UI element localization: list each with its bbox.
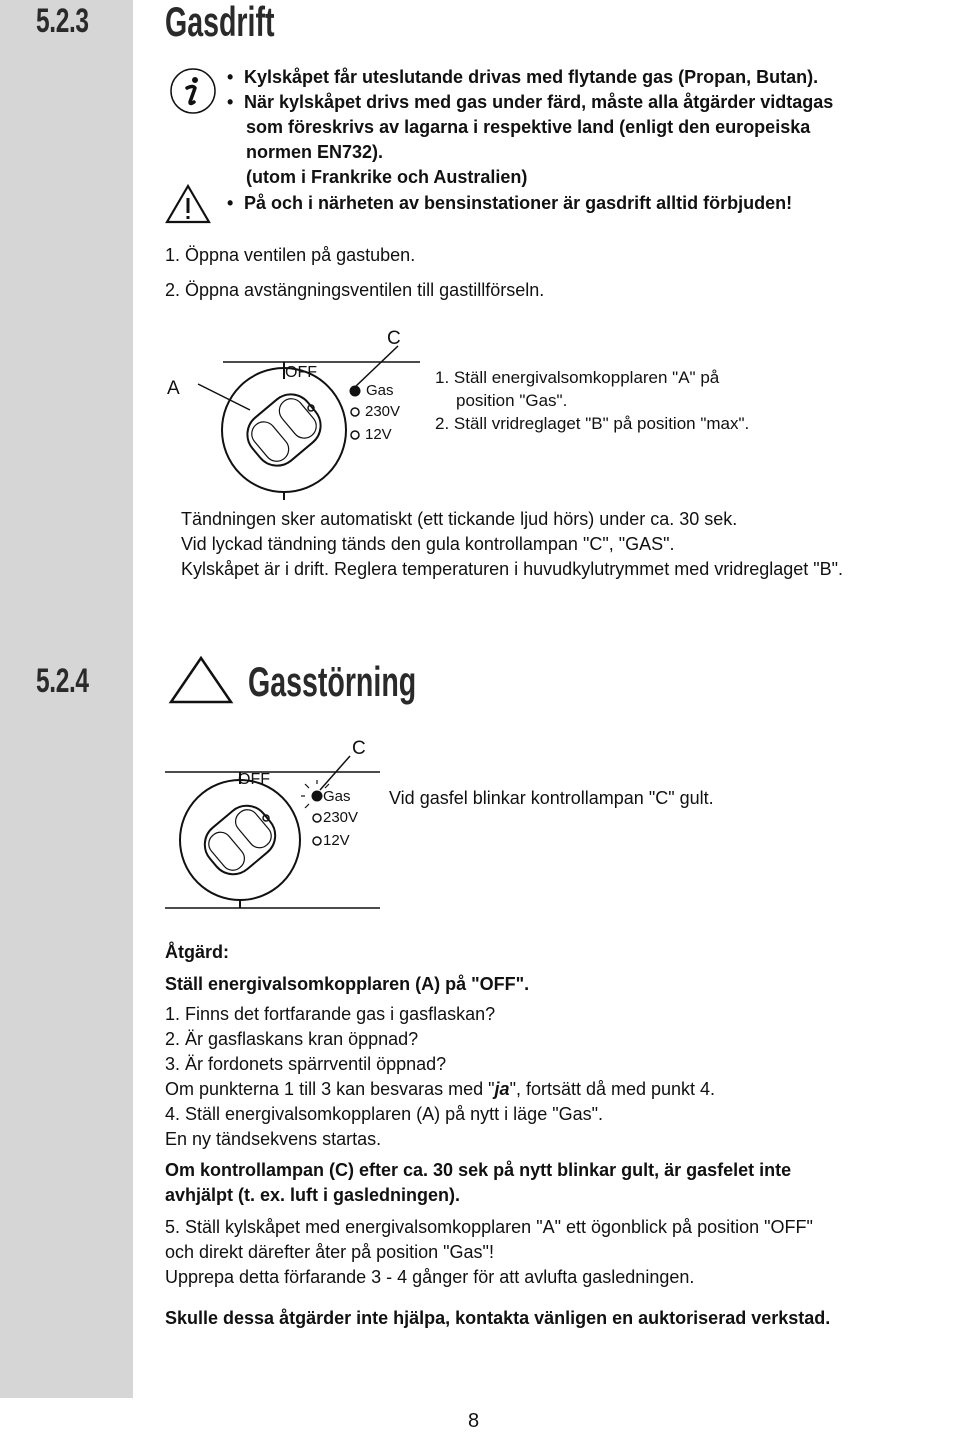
label-c: C [387,328,401,349]
warning-bullet: • På och i närheten av bensinstationer är gasdrift alltid förbjuden! [244,191,792,216]
mode-230v: 230V [365,403,401,420]
body-line: 4. Ställ energivalsomkopplaren (A) på nytt i läge "Gas". [165,1104,603,1124]
switch-diagram-fault [160,740,390,915]
body-line: En ny tändsekvens startas. [165,1129,382,1149]
info-icon [168,66,218,116]
warning-icon [168,655,234,705]
body-line: 5. Ställ kylskåpet med energivalsomkopplaren "A" ett ögonblick på position "OFF" [165,1217,813,1237]
text-fragment: Om punkterna 1 till 3 kan besvaras med " [165,1079,495,1099]
page-number: 8 [468,1410,480,1432]
step-line: 2. Öppna avstängningsventilen till gastillförseln. [165,280,545,300]
info-text-line: normen EN732). [246,142,384,162]
action-heading: Åtgärd: [165,942,229,962]
body-line: 1. Finns det fortfarande gas i gasflaskan? [165,1004,496,1024]
section-number: 5.2.4 [36,662,89,700]
off-label: OFF [285,364,317,381]
step-line: 1. Öppna ventilen på gastuben. [165,245,416,265]
instruction-line: 2. Ställ vridreglaget "B" på position "max". [435,414,750,433]
body-line: Vid lyckad tändning tänds den gula kontrollampan "C", "GAS". [181,534,675,554]
off-label: OFF [238,771,270,788]
section-title: Gasdrift [165,0,275,45]
instruction-line: position "Gas". [456,391,568,410]
mode-gas: Gas [323,788,351,805]
info-bullet: • När kylskåpet drivs med gas under färd, måste alla åtgärder vidtagas [244,90,833,115]
body-line-ja [165,1077,715,1102]
mode-indicators [349,383,363,443]
warning-icon [164,183,212,225]
mode-12v: 12V [323,832,350,849]
label-c: C [352,738,366,759]
body-line: 3. Är fordonets spärrventil öppnad? [165,1054,447,1074]
body-line: Tändningen sker automatiskt (ett tickande ljud hörs) under ca. 30 sek. [181,509,738,529]
body-line: Kylskåpet är i drift. Reglera temperaturen i huvudkylutrymmet med vridreglaget "B". [181,559,844,579]
body-line: och direkt därefter åter på position "Gas"! [165,1242,494,1262]
info-text-line: som föreskrivs av lagarna i respektive land (enligt den europeiska [246,117,811,137]
section-title: Gasstörning [248,658,417,705]
bold-line: avhjälpt (t. ex. luft i gasledningen). [165,1185,461,1205]
section-number: 5.2.3 [36,2,89,40]
figure-caption: Vid gasfel blinkar kontrollampan "C" gult. [389,788,714,808]
text-fragment: ", fortsätt då med punkt 4. [509,1079,716,1099]
action-instruction: Ställ energivalsomkopplaren (A) på "OFF". [165,974,530,994]
mode-230v: 230V [323,809,359,826]
info-text-line: (utom i Frankrike och Australien) [246,167,528,187]
mode-12v: 12V [365,426,392,443]
mode-gas: Gas [366,382,394,399]
bold-line: Om kontrollampan (C) efter ca. 30 sek på nytt blinkar gult, är gasfelet inte [165,1160,792,1180]
label-a: A [167,378,180,399]
emphasis-ja: ja [494,1079,510,1099]
instruction-line: 1. Ställ energivalsomkopplaren "A" på [435,368,720,387]
body-line: 2. Är gasflaskans kran öppnad? [165,1029,419,1049]
info-bullet: • Kylskåpet får uteslutande drivas med flytande gas (Propan, Butan). [244,65,818,90]
final-bold-line: Skulle dessa åtgärder inte hjälpa, kontakta vänligen en auktoriserad verkstad. [165,1308,831,1328]
body-line: Upprepa detta förfarande 3 - 4 gånger för att avlufta gasledningen. [165,1267,695,1287]
